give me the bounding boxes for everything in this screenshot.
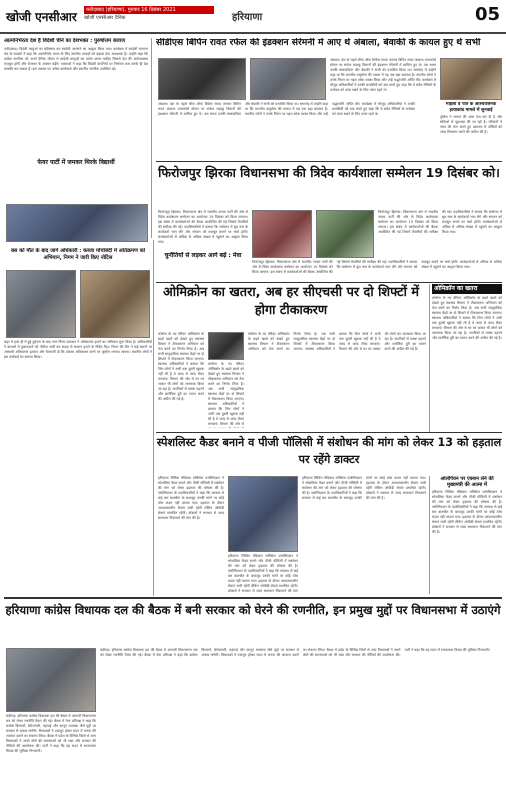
column-divider (429, 284, 430, 432)
column-divider (153, 240, 154, 596)
news-photo (440, 58, 502, 100)
photo-caption: फेयर पार्टी में जमकर थिरके विद्यार्थी (37, 159, 115, 166)
subhead-box (158, 252, 248, 264)
column-divider (429, 476, 430, 594)
headline: ओमिक्रोन का खतरा, अब हर सीएचसी पर दो शिफ्टों में होगा टीकाकरण (162, 285, 420, 318)
article-body-columns: चंडीगढ़। हरियाणा कांग्रेस विधायक दल की बैठक में आगामी विधानसभा सत्र को लेकर रणनीति तैयार की गई। बैठक में नेता प्रतिपक्ष ने कहा कि कांग्रेस किसानों, बेरोजगारी, महंगाई और कानून व्यवस्था जैसे मुद्दों पर सरकार से जवाब मांगेगी। विधायकों ने एकजुट होकर सदन में जनता की आवाज उठाने का संकल्प लिया। बैठक में प्रदेश के विभिन्न जिलों से आए विधायकों ने अपने क्षेत्रों की समस्याओं को भी रखा और सरकार की नीतियों की आलोचना की। पार्टी ने कहा कि वह सदन में रचनात्मक विपक्ष की भूमिका निभाएगी। (100, 648, 490, 657)
article-body: फरीदाबाद। विदेशी वस्तुओं का बहिष्कार कर स्वदेशी अपनाने का आह्वान किया गया। कार्यक्रम में स्वदेशी जागरण मंच के सदस्यों ने कहा कि आत्मनिर्भर भारत के लिए स्थानीय उत्पादों को बढ़ावा देना आवश्यक है। उन्होंने कहा कि प्रत्येक नागरिक को अपने दैनिक जीवन में स्वदेशी वस्तुओं का प्रयोग करना चाहिए जिससे देश की अर्थव्यवस्था मजबूत होगी और रोजगार के अवसर बढ़ेंगे। वक्ताओं ने कहा कि विदेशी कंपनियों पर निर्भरता कम करके ही देश तरक्की कर सकता है। इस अवसर पर अनेक कार्यकर्ता और स्थानीय नागरिक उपस्थित रहे। (4, 47, 148, 71)
masthead (0, 0, 506, 34)
headline: बस को मौत के बाद जागे अधिकारी : कब्जा मोर्चाबंदी में अतिक्रमण को अभियान, निगम ने जारी किए नोटिस (10, 248, 146, 261)
article-body-columns: कोरोना के नए वेरिएंट ओमिक्रोन के बढ़ते खतरे को देखते हुए स्वास्थ्य विभाग ने टीकाकरण अभियान को तेज करने का निर्णय लिया है। अब सभी सामुदायिक स्वास्थ्य केंद्रों पर दो शिफ्टों में टीकाकरण किया जाएगा। स्वास्थ्य अधिकारियों ने बताया कि जिन लोगों ने अभी तक दूसरी खुराक नहीं ली है वे जल्द से जल्द टीका लगवाएं। विभाग की ओर से घर घर जाकर भी लोगों को जागरूक किया जा रहा है। नागरिकों से मास्क पहनने और शारीरिक दूरी का पालन करने की अपील की गई है। (248, 332, 426, 351)
news-photo (228, 476, 298, 552)
sidebar-head: ओलंपियन पर एक्शन लेने की मुख्यमंत्री की आत्मा में (440, 476, 494, 488)
article-zhirka-head (156, 163, 502, 207)
subhead: चुनौतियों से लड़कर आगे बढ़ें : मेवा (164, 252, 242, 259)
section-title: हरियाणा (232, 12, 263, 23)
paper-name: खोजी एनसीआर (6, 10, 77, 24)
news-photo (6, 204, 148, 242)
sidebar-body: हरियाणा सिविल मेडिकल सर्विसेज एसोसिएशन ने स्पेशलिस्ट कैडर बनाने और पीजी पॉलिसी में संशोधन की मांग को लेकर हड़ताल की घोषणा की है। एसोसिएशन के पदाधिकारियों ने कहा कि सरकार से कई बार बातचीत के बावजूद उनकी मांगों पर कोई ठोस कदम नहीं उठाया गया। हड़ताल के दौरान आपातकालीन सेवाएं जारी रहेंगी लेकिन ओपीडी सेवाएं प्रभावित रहेंगी। डॉक्टरों ने सरकार से जल्द समाधान निकालने की मांग की है। (432, 490, 502, 534)
article-body: शहर में हाल ही में हुई दुर्घटना के बाद नगर निगम प्रशासन ने अतिक्रमण हटाने का अभियान शुरू किया है। अधिकारियों ने बाजारों में दुकानदारों को नोटिस जारी कर सड़क से सामान हटाने के निर्देश दिए। निगम की टीम ने कई स्थानों पर अस्थायी अतिक्रमण हटवाए और चेतावनी दी कि दोबारा अतिक्रमण करने पर जुर्माना लगाया जाएगा। स्थानीय लोगों ने इस कार्रवाई का स्वागत किया। (4, 340, 152, 359)
article-specialist-head (156, 434, 502, 474)
news-photo (158, 58, 246, 100)
page-number: 05 (474, 4, 500, 25)
sidebar-head: ओमिक्रॉन का खतरा (432, 284, 502, 294)
article-body-columns: फिरोजपुर झिरका। विधानसभा क्षेत्र में भारतीय जनता पार्टी की ओर से त्रिदेव कार्यशाला सम्मेलन का आयोजन 19 दिसंबर को किया जाएगा। इस संबंध में कार्यकर्ताओं की बैठक आयोजित की गई जिसमें तैयारियों की समीक्षा की गई। पदाधिकारियों ने बताया कि सम्मेलन में बूथ स्तर के कार्यकर्ता भाग लेंगे और संगठन को मजबूत बनाने पर चर्चा होगी। कार्यकर्ताओं से अधिक से अधिक संख्या में पहुंचने का आह्वान किया गया। (378, 210, 502, 234)
article-body-columns: हरियाणा सिविल मेडिकल सर्विसेज एसोसिएशन ने स्पेशलिस्ट कैडर बनाने और पीजी पॉलिसी में संशोधन की मांग को लेकर हड़ताल की घोषणा की है। एसोसिएशन के पदाधिकारियों ने कहा कि सरकार से कई बार बातचीत के बावजूद उनकी मांगों पर कोई ठोस कदम नहीं उठाया गया। हड़ताल के दौरान आपातकालीन सेवाएं जारी रहेंगी लेकिन ओपीडी सेवाएं प्रभावित रहेंगी। डॉक्टरों ने सरकार से जल्द समाधान निकालने की मांग की है। (302, 476, 426, 500)
headline: महिला व पति के आश्चर्यजनक हत्याकांड मामले में सुनवाई (445, 102, 497, 113)
news-photo (250, 58, 326, 100)
article-body: चंडीगढ़। हरियाणा कांग्रेस विधायक दल की बैठक में आगामी विधानसभा सत्र को लेकर रणनीति तैयार की गई। बैठक में नेता प्रतिपक्ष ने कहा कि कांग्रेस किसानों, बेरोजगारी, महंगाई और कानून व्यवस्था जैसे मुद्दों पर सरकार से जवाब मांगेगी। विधायकों ने एकजुट होकर सदन में जनता की आवाज उठाने का संकल्प लिया। बैठक में प्रदेश के विभिन्न जिलों से आए विधायकों ने अपने क्षेत्रों की समस्याओं को भी रखा और सरकार की नीतियों की आलोचना की। पार्टी ने कहा कि वह सदन में रचनात्मक विपक्ष की भूमिका निभाएगी। (6, 714, 96, 753)
sidebar-specialist (432, 476, 502, 594)
meta-line: खोजी एनसीआर दैनिक (84, 15, 126, 21)
news-photo (6, 270, 76, 338)
headline: हरियाणा कांग्रेस विधायक दल की बैठक में बनी सरकार को घेरने की रणनीति, इन प्रमुख मुद्दों पर विधानसभा में उठाएंगे (5, 603, 501, 617)
headline: सीडीएस बिपिन रावत रफेल की इंडक्शन सेरेमनी में आए थे अंबाला, बेवाकी के कायल हुए थे सभी (156, 38, 481, 48)
headline: स्पेशलिस्ट कैडर बनाने व पीजी पॉलिसी में संशोधन की मांग को लेकर 13 को हड़ताल पर रहेंगे डाक्टर (156, 436, 502, 466)
article-body: कोरोना के नए वेरिएंट ओमिक्रोन के बढ़ते खतरे को देखते हुए स्वास्थ्य विभाग ने टीकाकरण अभियान को तेज करने का निर्णय लिया है। अब सभी सामुदायिक स्वास्थ्य केंद्रों पर दो शिफ्टों में टीकाकरण किया जाएगा। स्वास्थ्य अधिकारियों ने बताया कि जिन लोगों ने अभी तक दूसरी खुराक नहीं ली है वे जल्द से जल्द टीका लगवाएं। विभाग की ओर से (208, 362, 244, 426)
article-body: कोरोना के नए वेरिएंट ओमिक्रोन के बढ़ते खतरे को देखते हुए स्वास्थ्य विभाग ने टीकाकरण अभियान को तेज करने का निर्णय लिया है। अब सभी सामुदायिक स्वास्थ्य केंद्रों पर दो शिफ्टों में टीकाकरण किया जाएगा। स्वास्थ्य अधिकारियों ने बताया कि जिन लोगों ने अभी तक दूसरी खुराक नहीं ली है वे जल्द से जल्द टीका लगवाएं। विभाग की ओर से घर घर जाकर भी लोगों को जागरूक किया जा रहा है। नागरिकों से मास्क पहनने और शारीरिक दूरी का पालन करने की अपील की गई है। (158, 332, 204, 401)
news-photo (80, 270, 150, 338)
article-body: पुलिस ने मामले की जांच तेज कर दी है और संदिग्धों से पूछताछ की जा रही है। परिजनों ने न्याय की मांग करते हुए प्रशासन से दोषियों को जल्द गिरफ्तार करने की अपील की है। (440, 115, 502, 134)
article-body: अंबाला। देश के पहले चीफ ऑफ डिफेंस स्टाफ जनरल बिपिन रावत अंबाला एयरफोर्स स्टेशन पर राफेल लड़ाकू विमानों की इंडक्शन सेरेमनी में शामिल हुए थे। उस समय उनकी स्पष्टवादिता और बेवाकी ने सभी को प्रभावित किया था। समारोह में उन्होंने कहा था कि भारतीय वायुसेना की ताकत में यह एक बड़ा बदलाव है। स्थानीय लोगों ने उनके निधन पर गहरा शोक व्यक्त किया और उन्हें श्रद्धांजलि अर्पित की। कार्यक्रम में मौजूद अधिकारियों ने उनकी कार्यशैली को याद करते हुए कहा कि वे सदैव सैनिकों के मनोबल को ऊंचा रखने के लिए तत्पर रहते थे। (330, 58, 436, 92)
paper-meta (84, 6, 214, 22)
headline: आत्मनिर्भरता देश है विदेशी चीनें का देशभक्त : पुरुषोत्तम बजाज (4, 38, 125, 44)
article-body-columns: अंबाला। देश के पहले चीफ ऑफ डिफेंस स्टाफ जनरल बिपिन रावत अंबाला एयरफोर्स स्टेशन पर राफेल लड़ाकू विमानों की इंडक्शन सेरेमनी में शामिल हुए थे। उस समय उनकी स्पष्टवादिता और बेवाकी ने सभी को प्रभावित किया था। समारोह में उन्होंने कहा था कि भारतीय वायुसेना की ताकत में यह एक बड़ा बदलाव है। स्थानीय लोगों ने उनके निधन पर गहरा शोक व्यक्त किया और उन्हें श्रद्धांजलि अर्पित की। कार्यक्रम में मौजूद अधिकारियों ने उनकी कार्यशैली को याद करते हुए कहा कि वे सदैव सैनिकों के मनोबल को ऊंचा रखने के लिए तत्पर रहते थे। (158, 102, 415, 116)
sidebar-body: कोरोना के नए वेरिएंट ओमिक्रोन के बढ़ते खतरे को देखते हुए स्वास्थ्य विभाग ने टीकाकरण अभियान को तेज करने का निर्णय लिया है। अब सभी सामुदायिक स्वास्थ्य केंद्रों पर दो शिफ्टों में टीकाकरण किया जाएगा। स्वास्थ्य अधिकारियों ने बताया कि जिन लोगों ने अभी तक दूसरी खुराक नहीं ली है वे जल्द से जल्द टीका लगवाएं। विभाग की ओर से घर घर जाकर भी लोगों को जागरूक किया जा रहा है। नागरिकों से मास्क पहनने और शारीरिक दूरी का पालन करने की अपील की गई है। (432, 296, 502, 340)
news-photo (316, 210, 374, 258)
article-top-main-head (156, 38, 502, 56)
divider (156, 161, 502, 162)
sidebar-omicron (432, 284, 502, 432)
divider (156, 282, 502, 283)
article-body: फिरोजपुर झिरका। विधानसभा क्षेत्र में भारतीय जनता पार्टी की ओर से त्रिदेव कार्यशाला सम्मेलन का आयोजन 19 दिसंबर को किया जाएगा। इस संबंध में कार्यकर्ताओं की बैठक आयोजित की गई जिसमें तैयारियों की समीक्षा की गई। पदाधिकारियों ने बताया कि सम्मेलन में बूथ स्तर के कार्यकर्ता भाग लेंगे और संगठन को मजबूत बनाने पर चर्चा होगी। कार्यकर्ताओं से अधिक से अधिक संख्या में पहुंचने का आह्वान किया गया। (158, 210, 248, 244)
article-right-mid (440, 102, 502, 160)
article-congress-head (4, 600, 502, 644)
article-body: हरियाणा सिविल मेडिकल सर्विसेज एसोसिएशन ने स्पेशलिस्ट कैडर बनाने और पीजी पॉलिसी में संशोधन की मांग को लेकर हड़ताल की घोषणा की है। एसोसिएशन के पदाधिकारियों ने कहा कि सरकार से कई बार बातचीत के बावजूद उनकी मांगों पर कोई ठोस कदम नहीं उठाया गया। हड़ताल के दौरान आपातकालीन सेवाएं जारी रहेंगी लेकिन ओपीडी सेवाएं प्रभावित रहेंगी। डॉक्टरों ने सरकार से जल्द समाधान निकालने की मांग (228, 554, 298, 593)
news-photo (6, 648, 96, 712)
meta-date: फरीदाबाद (हरियाणा), गुरुवार 16 दिसंबर 2021 (84, 6, 214, 14)
article-omicron-head (156, 284, 426, 330)
divider (156, 432, 502, 433)
news-photo (252, 210, 312, 258)
divider (4, 597, 502, 599)
headline: फिरोजपुर झिरका विधानसभा की त्रिदेव कार्यशाला सम्मेलन 19 दिसंबर को। (158, 165, 500, 180)
article-left-mid-head (4, 248, 152, 268)
news-photo (208, 332, 244, 360)
article-body-columns: फिरोजपुर झिरका। विधानसभा क्षेत्र में भारतीय जनता पार्टी की ओर से त्रिदेव कार्यशाला सम्मेलन का आयोजन 19 दिसंबर को किया जाएगा। इस संबंध में कार्यकर्ताओं की बैठक आयोजित की गई जिसमें तैयारियों की समीक्षा की गई। पदाधिकारियों ने बताया कि सम्मेलन में बूथ स्तर के कार्यकर्ता भाग लेंगे और संगठन को मजबूत बनाने पर चर्चा होगी। कार्यकर्ताओं से अधिक से अधिक संख्या में पहुंचने का आह्वान किया गया। (252, 260, 502, 274)
article-body: हरियाणा सिविल मेडिकल सर्विसेज एसोसिएशन ने स्पेशलिस्ट कैडर बनाने और पीजी पॉलिसी में संशोधन की मांग को लेकर हड़ताल की घोषणा की है। एसोसिएशन के पदाधिकारियों ने कहा कि सरकार से कई बार बातचीत के बावजूद उनकी मांगों पर कोई ठोस कदम नहीं उठाया गया। हड़ताल के दौरान आपातकालीन सेवाएं जारी रहेंगी लेकिन ओपीडी सेवाएं प्रभावित रहेंगी। डॉक्टरों ने सरकार से जल्द समाधान निकालने की मांग की है। (158, 476, 224, 520)
